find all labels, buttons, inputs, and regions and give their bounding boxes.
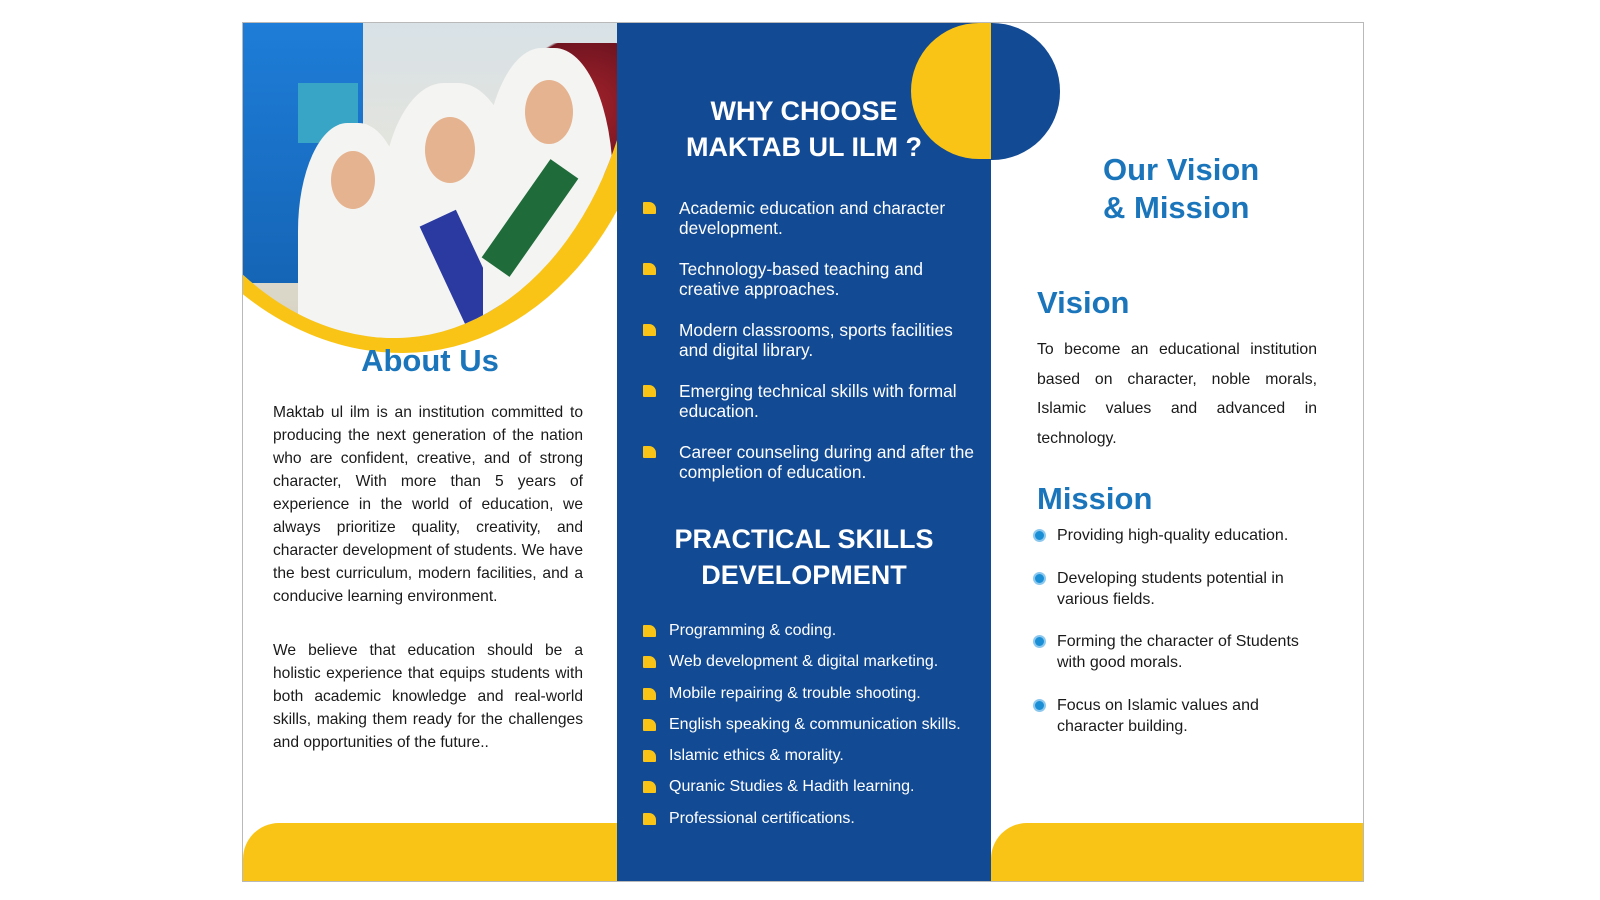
student-figure [483,48,613,338]
about-panel [243,23,617,882]
list-item: English speaking & communication skills. [669,715,985,735]
about-paragraph-2: We believe that education should be a holistic experience that equips students with both academic knowledge and real-world skills, making them ready for the challenges and opportunities of the future.. [273,642,583,751]
skills-title-line2: DEVELOPMENT [701,560,907,590]
brochure [242,22,1364,882]
bullet-icon [643,263,656,275]
about-title: About Us [361,343,499,378]
vision-mission-title [1103,151,1259,227]
vision-mission-panel [991,23,1364,882]
bullet-dot-icon [1033,699,1046,712]
bullet-icon [643,385,656,397]
students-photo [243,23,617,353]
list-item: Modern classrooms, sports facilities and digital library. [679,320,979,360]
vm-title-line2: & Mission [1103,190,1250,225]
bullet-icon [643,750,656,762]
bullet-icon [643,324,656,336]
list-item: Providing high-quality education. [1057,525,1317,546]
bullet-icon [643,656,656,668]
skills-list [669,621,985,840]
skills-title [617,521,991,593]
list-item: Academic education and character development. [679,198,979,238]
list-item: Mobile repairing & trouble shooting. [669,684,985,704]
list-item: Developing students potential in various fields. [1057,568,1317,610]
list-item: Focus on Islamic values and character building. [1057,695,1317,737]
vision-text: To become an educational institution based on character, noble morals, Islamic values and advanced in technology. [1037,341,1317,447]
bullet-icon [643,688,656,700]
list-item: Technology-based teaching and creative approaches. [679,259,979,299]
mission-title: Mission [1037,481,1153,516]
footer-yellow-band [991,823,1364,882]
photo-image [243,23,617,338]
list-item: Forming the character of Students with good morals. [1057,631,1317,673]
skills-title-line1: PRACTICAL SKILLS [674,524,934,554]
bullet-icon [643,813,656,825]
vm-title-line1: Our Vision [1103,152,1260,187]
bullet-icon [643,446,656,458]
why-choose-list [679,198,979,503]
why-title-line1: WHY CHOOSE [710,96,898,126]
bullet-dot-icon [1033,529,1046,542]
why-title-line2: MAKTAB UL ILM ? [686,132,922,162]
list-item: Professional certifications. [669,809,985,829]
bullet-icon [643,202,656,214]
bullet-icon [643,719,656,731]
list-item: Career counseling during and after the completion of education. [679,442,979,482]
about-paragraph-1: Maktab ul ilm is an institution committed to producing the next generation of the nation who are confident, creative, and of strong character, With more than 5 years of experience in the world of education, we always prioritize quality, creativity, and character development of students. We have the best curriculum, modern facilities, and a conducive learning environment. [273,404,583,605]
list-item: Islamic ethics & morality. [669,746,985,766]
bullet-dot-icon [1033,635,1046,648]
list-item: Programming & coding. [669,621,985,641]
vision-title: Vision [1037,285,1130,320]
list-item: Emerging technical skills with formal education. [679,381,979,421]
bullet-dot-icon [1033,572,1046,585]
mission-list [1057,525,1317,758]
bullet-icon [643,625,656,637]
list-item: Web development & digital marketing. [669,652,985,672]
list-item: Quranic Studies & Hadith learning. [669,777,985,797]
why-choose-panel [617,23,991,882]
bullet-icon [643,781,656,793]
footer-yellow-band [243,823,617,882]
